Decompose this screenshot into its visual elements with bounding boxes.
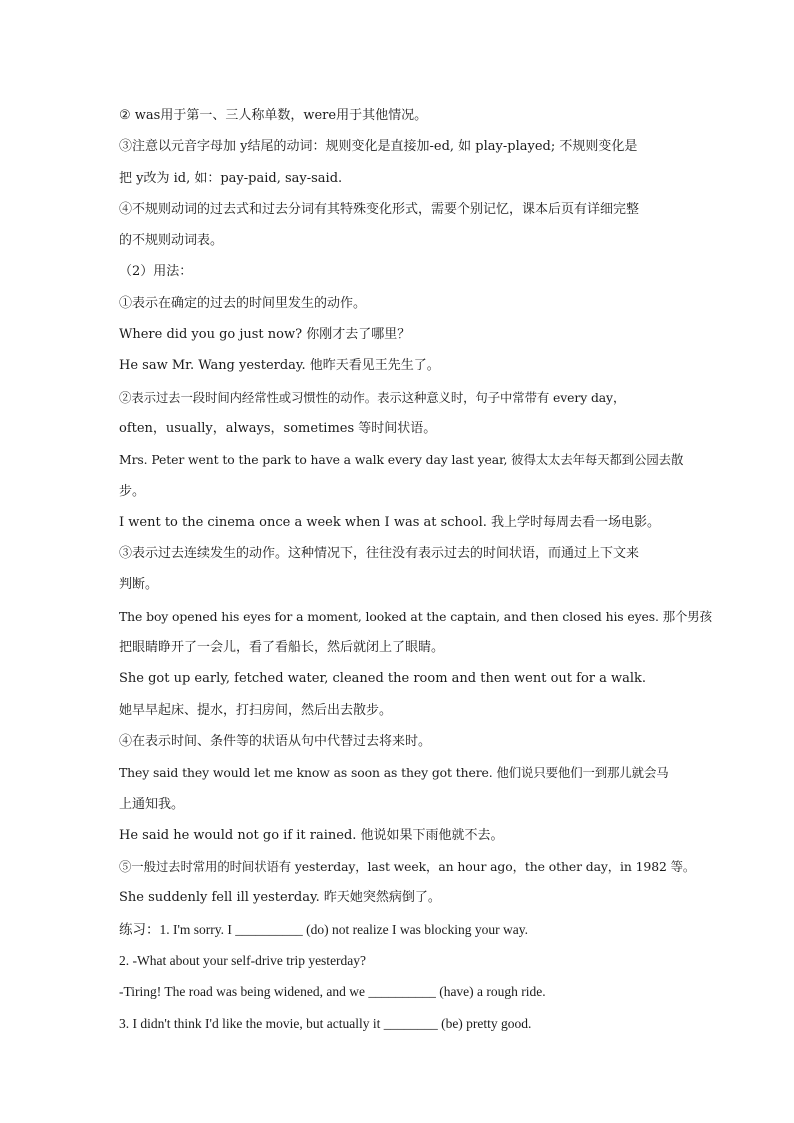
note-irregular-verbs-cont: 的不规则动词表。 xyxy=(119,233,224,249)
usage-4-example-2: He said he would not go if it rained. 他说如果下雨他就不去。 xyxy=(119,827,504,843)
usage-3-heading: ③表示过去连续发生的动作。这种情况下，往往没有表示过去的时间状语，而通过上下文来 xyxy=(119,546,640,562)
note-irregular-verbs: ④不规则动词的过去式和过去分词有其特殊变化形式，需要个别记忆，课本后页有详细完整 xyxy=(119,201,640,217)
usage-5-example: She suddenly fell ill yesterday. 昨天她突然病倒了。 xyxy=(119,890,441,906)
usage-4-example-1-cont: 上通知我。 xyxy=(119,796,185,812)
usage-3-example-2-translation: 她早早起床、提水，打扫房间，然后出去散步。 xyxy=(119,702,393,718)
note-vowel-y-verbs-cont: 把 y改为 id, 如：pay-paid, say-said. xyxy=(119,170,343,186)
usage-1-example-2: He saw Mr. Wang yesterday. 他昨天看见王先生了。 xyxy=(119,358,440,374)
document-body xyxy=(119,100,712,1039)
note-vowel-y-verbs: ③注意以元音字母加 y结尾的动词：规则变化是直接加-ed, 如 play-played; 不规则变化是 xyxy=(119,139,638,155)
exercise-3: 3. I didn't think I'd like the movie, but actually it ________ (be) pretty good. xyxy=(119,1015,532,1031)
exercise-1: 练习：1. I'm sorry. I __________ (do) not realize I was blocking your way. xyxy=(119,921,528,937)
usage-4-heading: ④在表示时间、条件等的状语从句中代替过去将来时。 xyxy=(119,733,432,749)
section-heading-usage: （2）用法： xyxy=(119,264,193,280)
usage-3-heading-cont: 判断。 xyxy=(119,577,159,593)
exercise-2-question: 2. -What about your self-drive trip yesterday? xyxy=(119,953,367,969)
exercise-2-answer: -Tiring! The road was being widened, and we __________ (have) a rough ride. xyxy=(119,984,546,1000)
usage-1-heading: ①表示在确定的过去的时间里发生的动作。 xyxy=(119,295,367,311)
usage-3-example-1-cont: 把眼睛睁开了一会儿，看了看船长，然后就闭上了眼睛。 xyxy=(119,640,445,656)
usage-1-example-1: Where did you go just now? 你刚才去了哪里？ xyxy=(119,327,411,343)
usage-2-heading: ②表示过去一段时间内经常性或习惯性的动作。表示这种意义时，句子中常带有 every day， xyxy=(119,389,626,405)
usage-2-example-2: I went to the cinema once a week when I was at school. 我上学时每周去看一场电影。 xyxy=(119,514,661,530)
usage-3-example-1: The boy opened his eyes for a moment, looked at the captain, and then closed his eyes. 那个男孩 xyxy=(119,608,712,624)
usage-3-example-2: She got up early, fetched water, cleaned the room and then went out for a walk. xyxy=(119,671,647,687)
usage-4-example-1: They said they would let me know as soon as they got there. 他们说只要他们一到那儿就会马 xyxy=(119,765,669,781)
note-was-were: ② was用于第一、三人称单数，were用于其他情况。 xyxy=(119,108,428,123)
usage-2-example-1-cont: 步。 xyxy=(119,483,146,499)
usage-5-heading: ⑤一般过去时常用的时间状语有 yesterday，last week，an hour ago，the other day，in 1982 等。 xyxy=(119,859,696,875)
usage-2-example-1: Mrs. Peter went to the park to have a walk every day last year, 彼得太太去年每天都到公园去散 xyxy=(119,452,684,468)
usage-2-heading-cont: often，usually，always，sometimes 等时间状语。 xyxy=(119,420,437,436)
